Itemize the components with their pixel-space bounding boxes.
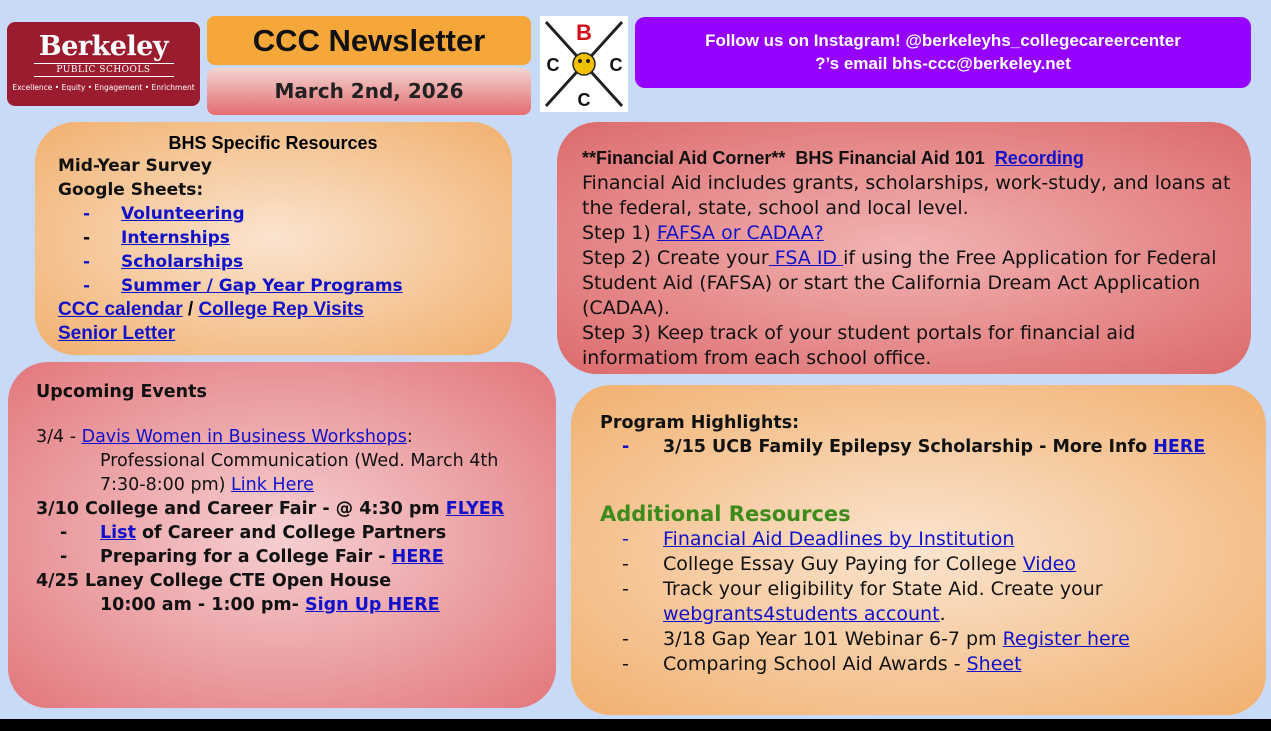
financial-aid-panel	[557, 122, 1251, 374]
list-dash: -	[60, 547, 68, 567]
career-fair-text: 3/10 College and Career Fair - @ 4:30 pm	[36, 499, 446, 519]
berkeley-logo	[7, 22, 200, 106]
state-aid-end: .	[939, 603, 946, 625]
calendar-line	[58, 298, 512, 322]
link-separator: /	[182, 299, 199, 320]
sign-up-link[interactable]: Sign Up HERE	[305, 595, 440, 615]
event-3-4-detail	[36, 449, 510, 497]
events-heading: Upcoming Events	[36, 382, 207, 402]
list-dash: -	[622, 553, 629, 575]
event-date: 3/4 -	[36, 427, 82, 447]
register-here-link[interactable]: Register here	[1002, 628, 1130, 650]
list-dash: -	[622, 578, 629, 600]
step-3: Step 3) Keep track of your student portals for financial aid informatiom from each school office.	[582, 322, 1136, 369]
financial-aid-content	[582, 146, 1232, 371]
list-item	[58, 274, 512, 298]
volunteering-link[interactable]: Volunteering	[121, 204, 245, 224]
financial-aid-intro: Financial Aid includes grants, scholarships, work-study, and loans at the federal, state, school and local level.	[582, 172, 1231, 219]
ccc-logo	[540, 16, 628, 112]
list-dash: -	[83, 204, 91, 224]
partners-list-link[interactable]: List	[100, 523, 136, 543]
instagram-banner	[635, 17, 1251, 88]
partners-list-text: of Career and College Partners	[135, 523, 447, 543]
fsa-id-link[interactable]: FSA ID	[768, 247, 844, 269]
list-item	[58, 202, 512, 226]
google-sheets-label: Google Sheets:	[58, 180, 204, 200]
step-2-label: Step 2) Create your	[582, 247, 769, 269]
aid-awards-text: Comparing School Aid Awards -	[663, 653, 967, 675]
mid-year-survey: Mid-Year Survey	[58, 156, 212, 176]
logo-tagline: Excellence • Equity • Engagement • Enrichment	[12, 83, 195, 92]
aid-deadlines-link[interactable]: Financial Aid Deadlines by Institution	[663, 528, 1015, 550]
essay-guy-text: College Essay Guy Paying for College	[663, 553, 1023, 575]
step-1	[582, 221, 1232, 246]
event-detail-text: Professional Communication (Wed. March 4th 7:30-8:00 pm)	[100, 451, 499, 495]
workshop-link-here[interactable]: Link Here	[231, 475, 314, 495]
event-3-10	[36, 497, 556, 521]
list-item	[600, 552, 1266, 577]
list-dash: -	[60, 523, 68, 543]
list-dash: -	[83, 276, 91, 296]
instagram-line[interactable]: Follow us on Instagram! @berkeleyhs_collegecareercenter	[705, 31, 1181, 50]
financial-aid-header	[582, 146, 1232, 171]
program-highlights-panel	[571, 385, 1266, 715]
fa101-label: BHS Financial Aid 101	[795, 148, 985, 168]
gap-year-webinar-text: 3/18 Gap Year 101 Webinar 6-7 pm	[663, 628, 1003, 650]
essay-guy-video-link[interactable]: Video	[1022, 553, 1076, 575]
epilepsy-scholarship-text: 3/15 UCB Family Epilepsy Scholarship - More Info	[663, 437, 1154, 457]
senior-letter-line	[58, 322, 512, 346]
svg-text:C: C	[546, 55, 560, 75]
list-dash: -	[83, 252, 91, 272]
program-highlights-heading: Program Highlights:	[600, 413, 800, 433]
newsletter-date: March 2nd, 2026	[207, 68, 531, 115]
upcoming-events-panel	[8, 362, 556, 708]
step-1-label: Step 1)	[582, 222, 657, 244]
list-item	[600, 627, 1266, 652]
college-rep-visits-link[interactable]: College Rep Visits	[198, 299, 364, 320]
epilepsy-here-link[interactable]: HERE	[1153, 437, 1206, 457]
bhs-resources-panel	[35, 122, 512, 355]
list-item	[36, 521, 556, 545]
financial-aid-corner-label: **Financial Aid Corner**	[582, 148, 786, 168]
list-item	[600, 435, 1266, 459]
svg-text:C: C	[609, 55, 623, 75]
step-2	[582, 246, 1232, 321]
list-item	[600, 527, 1266, 552]
aid-awards-sheet-link[interactable]: Sheet	[966, 653, 1022, 675]
webgrants-link[interactable]: webgrants4students account	[663, 603, 940, 625]
scholarships-link[interactable]: Scholarships	[121, 252, 244, 272]
list-item	[600, 577, 1183, 627]
state-aid-text: Track your eligibility for State Aid. Create your	[663, 578, 1103, 600]
list-dash: -	[622, 437, 630, 457]
list-item	[36, 545, 556, 569]
event-colon: :	[406, 427, 413, 447]
flyer-link[interactable]: FLYER	[445, 499, 505, 519]
event-4-25: 4/25 Laney College CTE Open House	[36, 571, 392, 591]
list-item	[58, 226, 512, 250]
event-4-25-detail	[36, 593, 556, 617]
ccc-calendar-link[interactable]: CCC calendar	[58, 299, 183, 320]
open-house-time: 10:00 am - 1:00 pm-	[100, 595, 306, 615]
summer-gap-year-link[interactable]: Summer / Gap Year Programs	[121, 276, 403, 296]
davis-women-link[interactable]: Davis Women in Business Workshops	[81, 427, 407, 447]
newsletter-title: CCC Newsletter	[207, 16, 531, 65]
preparing-fair-link[interactable]: HERE	[391, 547, 444, 567]
logo-title: Berkeley	[38, 31, 169, 62]
list-dash: -	[622, 528, 629, 550]
fafsa-or-cadaa-link[interactable]: FAFSA or CADAA?	[656, 222, 824, 244]
ccc-crossed-icon	[540, 16, 628, 112]
step-2-text: if using the Free Application for Federal Student Aid (FAFSA) or start the California Dream Act Application (CADAA).	[582, 247, 1217, 319]
list-item	[58, 250, 512, 274]
logo-subtitle: PUBLIC SCHOOLS	[34, 63, 174, 77]
senior-letter-link[interactable]: Senior Letter	[58, 323, 176, 344]
event-3-4	[36, 425, 556, 449]
svg-text:B: B	[576, 20, 592, 45]
list-dash: -	[622, 653, 629, 675]
list-item	[600, 652, 1266, 677]
email-line[interactable]: ?’s email bhs-ccc@berkeley.net	[815, 54, 1071, 73]
list-dash: -	[83, 228, 91, 248]
preparing-fair-text: Preparing for a College Fair -	[100, 547, 392, 567]
recording-link[interactable]: Recording	[994, 148, 1084, 168]
bhs-resources-heading: BHS Specific Resources	[168, 133, 378, 153]
list-dash: -	[622, 628, 629, 650]
internships-link[interactable]: Internships	[121, 228, 230, 248]
additional-resources-heading: Additional Resources	[600, 502, 851, 526]
svg-text:C: C	[577, 90, 591, 110]
